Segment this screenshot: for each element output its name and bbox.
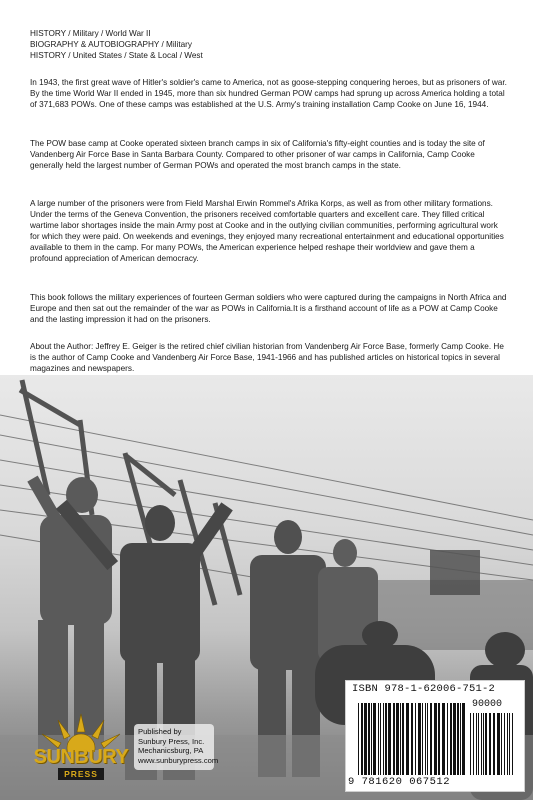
barcode-bar — [485, 713, 487, 775]
barcode-bar — [507, 713, 508, 775]
blurb-paragraph-1: In 1943, the first great wave of Hitler's soldier's came to America, not as goose-stepping conquering heroes, but as prisoners of war. By the time World War II ended in 1945, more than six hundred German POW camps had sprung up across America holding a total of 371,683 POWs. One of these camps was established at the U.S. Army's training installation Camp Cooke on June 16, 1944. — [30, 78, 507, 109]
barcode-bar — [364, 703, 367, 775]
sunbury-press-logo — [28, 712, 134, 784]
barcode-bar — [396, 703, 399, 775]
barcode-bar — [462, 703, 465, 775]
blurb-paragraph-4: This book follows the military experiences of fourteen German soldiers who were captured during the campaigns in North Africa and Europe and then sat out the remainder of the war as POWs in California.It is a firsthand account of life as a POW at Camp Cooke and the lasting impression it had on the prisoners. — [30, 293, 507, 324]
barcode-bar — [406, 703, 409, 775]
barcode-bar — [425, 703, 426, 775]
publisher-line: Published by — [138, 727, 182, 736]
barcode-bars — [358, 703, 466, 775]
barcode-bar — [438, 703, 440, 775]
barcode-bar — [385, 703, 387, 775]
category-line: BIOGRAPHY & AUTOBIOGRAPHY / Military — [30, 40, 192, 49]
blurb-paragraph-2: The POW base camp at Cooke operated sixteen branch camps in six of California's fifty-eight counties and is today the site of Vandenberg Air Force Base in Santa Barbara County. Compared to other prisoner of war camps in California, Camp Cooke generally held the largest number of German POWs and operated the most branch camps in the state. — [30, 139, 485, 170]
barcode-bar — [427, 703, 428, 775]
publisher-line: www.sunburypress.com — [138, 755, 219, 765]
publisher-info — [138, 727, 218, 765]
barcode-bar — [430, 703, 432, 775]
barcode-bar — [411, 703, 413, 775]
barcode-bar — [418, 703, 421, 775]
barcode-bar — [434, 703, 437, 775]
barcode-bar — [361, 703, 363, 775]
barcode-bar — [422, 703, 423, 775]
barcode-bar — [358, 703, 359, 775]
barcode-bar — [489, 713, 491, 775]
publisher-line: Mechanicsburg, PA — [138, 746, 204, 755]
isbn-text: ISBN 978-1-62006-751-2 — [352, 683, 496, 695]
barcode-bar — [473, 713, 474, 775]
logo-word: SUNBURY — [33, 746, 129, 768]
barcode-bar — [371, 703, 372, 775]
barcode-digits: 9 781620 067512 — [348, 776, 451, 788]
barcode-bar — [450, 703, 452, 775]
barcode-bar — [501, 713, 502, 775]
barcode-bar — [504, 713, 505, 775]
barcode-bar — [378, 703, 379, 775]
barcode-bar — [481, 713, 482, 775]
barcode-addon-number: 90000 — [472, 699, 503, 710]
barcode-bar — [497, 713, 500, 775]
bisac-categories — [30, 28, 203, 61]
barcode-bar — [447, 703, 448, 775]
barcode-bar — [373, 703, 376, 775]
barcode-bar — [393, 703, 395, 775]
barcode-bar — [483, 713, 484, 775]
logo-sub: PRESS — [58, 768, 104, 780]
barcode-bar — [478, 713, 479, 775]
publisher-line: Sunbury Press, Inc. — [138, 736, 205, 746]
barcode-bar — [470, 713, 471, 775]
blurb-paragraph-3: A large number of the prisoners were from Field Marshal Erwin Rommel's Afrika Korps, as well as from other military formations. Under the terms of the Geneva Convention, the prisoners received comfortable quarters and excellent care. They filled critical wartime labor shortages inside the main Army post at Cooke and in the outlying civilian communities, performing agricultural work for which they were paid. On weekends and evenings, they enjoyed many recreational entertainment and educational opportunities available to them in the camp. For many POWs, the American experience helped reshape their worldview and gave them a profound appreciation of American democracy. — [30, 199, 504, 263]
barcode-bar — [368, 703, 370, 775]
category-line: HISTORY / Military / World War II — [30, 29, 151, 38]
barcode-bar — [388, 703, 391, 775]
barcode-bar — [380, 703, 381, 775]
barcode-bar — [460, 703, 461, 775]
isbn-barcode — [345, 680, 525, 792]
barcode-bar — [400, 703, 401, 775]
barcode-bar — [415, 703, 416, 775]
category-line: HISTORY / United States / State & Local / West — [30, 51, 203, 60]
barcode-bar — [442, 703, 445, 775]
barcode-bar — [402, 703, 404, 775]
barcode-bar — [493, 713, 495, 775]
barcode-bar — [509, 713, 510, 775]
barcode-bar — [383, 703, 384, 775]
barcode-bar — [476, 713, 477, 775]
barcode-bar — [512, 713, 513, 775]
about-the-author: About the Author: Jeffrey E. Geiger is the retired chief civilian historian from Vandenberg Air Force Base, formerly Camp Cooke. He is the author of Camp Cooke and Vandenberg Air Force Base, 1941-1966 and has published articles on historical topics in several magazines and newspapers. — [30, 342, 504, 373]
barcode-bar — [457, 703, 459, 775]
barcode-bar — [453, 703, 456, 775]
barcode-addon-bars — [470, 713, 518, 775]
